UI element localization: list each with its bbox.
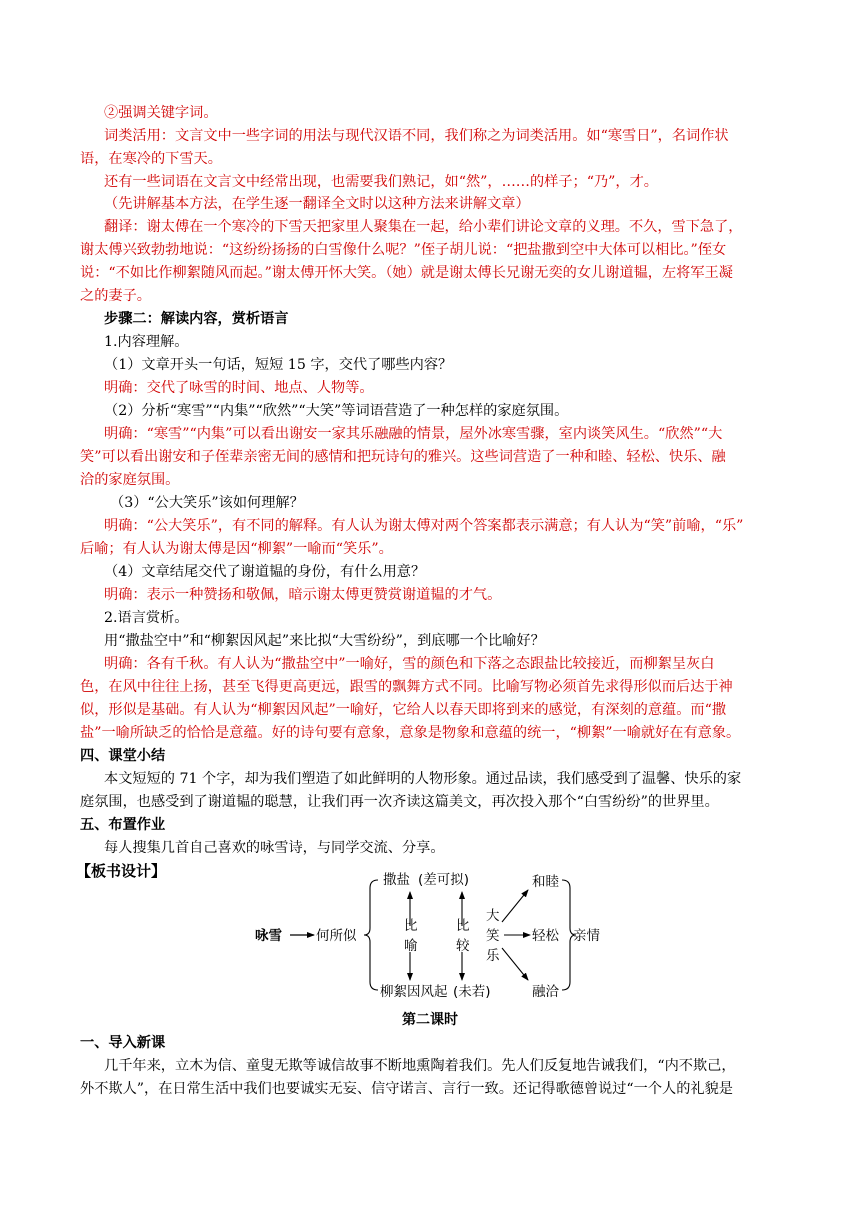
text-line: 1.内容理解。: [104, 334, 189, 350]
answer-line: 色，在风中往往上扬，甚至飞得更高更远，跟雪的飘舞方式不同。比喻写物必须首先求得形似而后达于神: [80, 679, 733, 695]
diagram-qinqing: 亲情: [573, 928, 600, 944]
text-line: 本文短短的 71 个字，却为我们塑造了如此鲜明的人物形象。通过品读，我们感受到了温馨、快乐的家: [104, 771, 742, 787]
question-line: （1）文章开头一句话，短短 15 字，交代了哪些内容？: [104, 357, 453, 373]
diagram-yongxue: 咏雪: [255, 928, 282, 944]
text-line: 词类活用：文言文中一些字词的用法与现代汉语不同，我们称之为词类活用。如“寒雪日”，名词作状: [104, 128, 729, 144]
diagram-hemu: 和睦: [532, 874, 559, 890]
left-brace: [364, 880, 378, 990]
diagram-rongqia: 融洽: [532, 984, 559, 1000]
diagram-chakeni: (差可拟): [418, 872, 470, 888]
question-line: （3）“公大笑乐”该如何理解？: [110, 495, 304, 511]
text-line: 还有一些词语在文言文中经常出现，也需要我们熟记，如“然”，……的样子；“乃”，才。: [104, 174, 658, 190]
text-line: （先讲解基本方法，在学生逐一翻译全文时以这种方法来讲解文章）: [104, 196, 530, 212]
diagram-da: 大: [486, 908, 500, 924]
section-heading: 五、布置作业: [80, 817, 166, 833]
diagram-liuxu: 柳絮因风起: [380, 984, 448, 1000]
text-line: 说：“不如比作柳絮随风而起。”谢太傅开怀大笑。（她）就是谢太傅长兄谢无奕的女儿谢道韫，左将军王凝: [80, 265, 733, 281]
answer-line: 明确：各有千秋。有人认为“撒盐空中”一喻好，雪的颜色和下落之态跟盐比较接近，而柳絮呈灰白: [104, 656, 715, 672]
diagram-bi2: 比: [456, 918, 470, 934]
diagram-weiruo: (未若): [453, 984, 491, 1000]
answer-line: 洽的家庭氛围。: [80, 472, 180, 488]
question-line: （2）分析“寒雪”“内集”“欣然”“大笑”等词语营造了一种怎样的家庭氛围。: [104, 403, 569, 419]
text-line: ②强调关键字词。: [104, 105, 218, 121]
diagram-bi1: 比: [404, 918, 418, 934]
board-design-heading: 【板书设计】: [76, 862, 167, 880]
text-line: 翻译：谢太傅在一个寒冷的下雪天把家里人聚集在一起，给小辈们讲论文章的义理。不久，雪下急了，: [104, 219, 743, 235]
answer-line: 明确：“寒雪”“内集”可以看出谢安一家其乐融融的情景，屋外冰寒雪骤，室内谈笑风生。“欣然”“大: [104, 426, 723, 442]
text-line: 谢太傅兴致勃勃地说：“这纷纷扬扬的白雪像什么呢？”侄子胡儿说：“把盐撒到空中大体可以相比。”侄女: [80, 242, 727, 258]
question-line: （4）文章结尾交代了谢道韫的身份，有什么用意？: [104, 564, 426, 580]
lesson-caption: 第二课时: [402, 1012, 458, 1028]
question-line: 用“撒盐空中”和“柳絮因风起”来比拟“大雪纷纷”，到底哪一个比喻好？: [104, 633, 545, 649]
text-line: 之的妻子。: [80, 288, 151, 304]
text-line: 外不欺人”，在日常生活中我们也要诚实无妄、信守诺言、言行一致。还记得歌德曾说过“一个人的礼貌是: [80, 1081, 733, 1097]
text-line: 2.语言赏析。: [104, 610, 189, 626]
section-heading: 一、导入新课: [80, 1035, 166, 1051]
diagram-qingsong: 轻松: [532, 928, 559, 944]
text-line: 庭氛围，也感受到了谢道韫的聪慧，让我们再一次齐读这篇美文，再次投入那个“白雪纷纷”的世界里。: [80, 794, 719, 810]
text-line: 几千年来，立木为信、童叟无欺等诚信故事不断地熏陶着我们。先人们反复地告诫我们，“内不欺己，: [104, 1058, 736, 1074]
step-heading: 步骤二：解读内容，赏析语言: [104, 311, 289, 327]
diagram-xiao: 笑: [486, 928, 500, 944]
answer-line: 明确：交代了咏雪的时间、地点、人物等。: [104, 380, 374, 396]
diagram-le: 乐: [486, 948, 500, 964]
diagram-yu: 喻: [404, 938, 418, 954]
answer-line: 明确：“公大笑乐”，有不同的解释。有人认为谢太傅对两个答案都表示满意；有人认为“笑”前喻，“乐”: [104, 518, 744, 534]
text-line: 每人搜集几首自己喜欢的咏雪诗，与同学交流、分享。: [104, 840, 445, 856]
section-heading: 四、课堂小结: [80, 748, 166, 764]
text-line: 语，在寒冷的下雪天。: [80, 151, 222, 167]
answer-line: 明确：表示一种赞扬和敬佩，暗示谢太傅更赞赏谢道韫的才气。: [104, 587, 502, 603]
answer-line: 笑”可以看出谢安和子侄辈亲密无间的感情和把玩诗句的雅兴。这些词营造了一种和睦、轻松、快乐、融: [80, 449, 726, 465]
answer-line: 后喻；有人认为谢太傅是因“柳絮”一喻而“笑乐”。: [80, 541, 393, 557]
board-diagram: [250, 868, 610, 1003]
arrow: [502, 890, 528, 922]
diagram-jiao: 较: [456, 938, 470, 954]
diagram-sayan: 撒盐: [383, 872, 410, 888]
arrow: [502, 948, 528, 980]
answer-line: 似，形似是基础。有人认为“柳絮因风起”一喻好，它给人以春天即将到来的感觉，有深刻的意蕴。而“撒: [80, 702, 727, 718]
diagram-hesuosi: 何所似: [316, 928, 357, 944]
answer-line: 盐”一喻所缺乏的恰恰是意蕴。好的诗句要有意象，意象是物象和意蕴的统一，“柳絮”一喻就好在有意象。: [80, 725, 741, 741]
